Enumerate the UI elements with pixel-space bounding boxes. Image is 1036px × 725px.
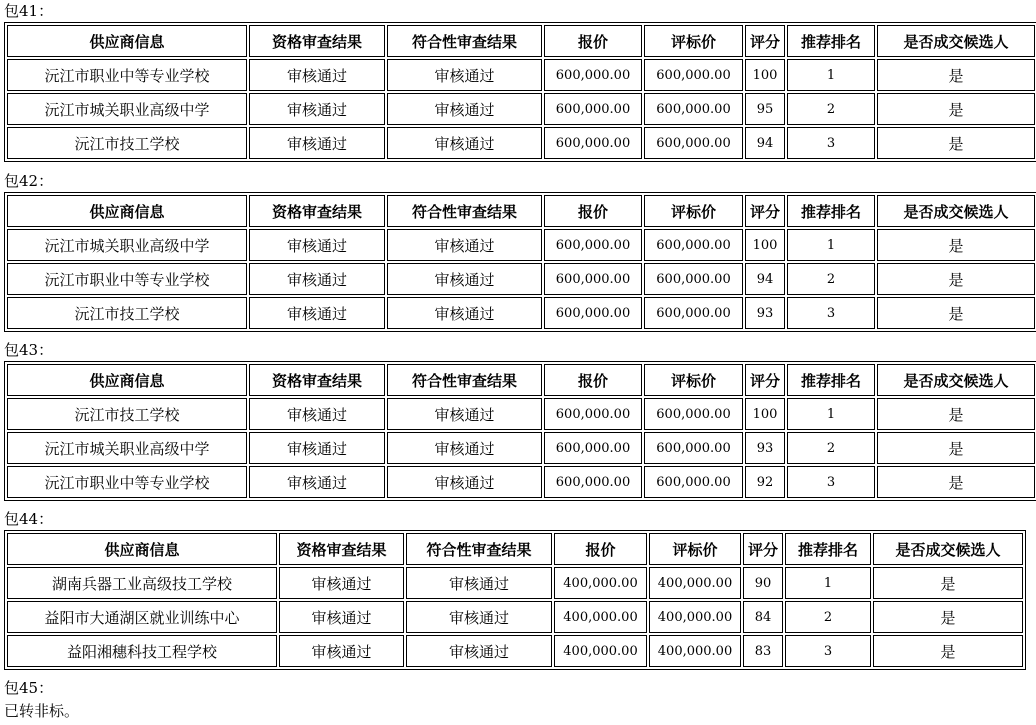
qualification-cell: 审核通过 <box>279 635 404 667</box>
header-evaluated-price: 评标价 <box>644 25 743 57</box>
evaluated-price-cell: 600,000.00 <box>644 398 743 430</box>
supplier-cell: 沅江市职业中等专业学校 <box>7 466 247 498</box>
header-score: 评分 <box>745 195 785 227</box>
compliance-cell: 审核通过 <box>387 127 542 159</box>
candidate-cell: 是 <box>877 297 1035 329</box>
compliance-cell: 审核通过 <box>387 466 542 498</box>
package-label-44: 包44： <box>4 510 54 528</box>
supplier-cell: 沅江市城关职业高级中学 <box>7 229 247 261</box>
header-candidate: 是否成交候选人 <box>877 364 1035 396</box>
candidate-cell: 是 <box>877 398 1035 430</box>
evaluated-price-cell: 600,000.00 <box>644 229 743 261</box>
qualification-cell: 审核通过 <box>249 398 385 430</box>
table-row <box>7 263 1035 295</box>
header-supplier: 供应商信息 <box>7 25 247 57</box>
quote-cell: 600,000.00 <box>544 59 642 91</box>
bid-table-42 <box>4 192 1036 332</box>
rank-cell: 2 <box>785 601 871 633</box>
header-quote: 报价 <box>544 364 642 396</box>
evaluated-price-cell: 400,000.00 <box>649 635 741 667</box>
header-supplier: 供应商信息 <box>7 364 247 396</box>
header-candidate: 是否成交候选人 <box>877 195 1035 227</box>
qualification-cell: 审核通过 <box>249 229 385 261</box>
compliance-cell: 审核通过 <box>406 635 552 667</box>
quote-cell: 600,000.00 <box>544 263 642 295</box>
header-evaluated-price: 评标价 <box>644 364 743 396</box>
table-row <box>7 93 1035 125</box>
qualification-cell: 审核通过 <box>279 567 404 599</box>
compliance-cell: 审核通过 <box>387 59 542 91</box>
candidate-cell: 是 <box>877 59 1035 91</box>
table-row <box>7 432 1035 464</box>
candidate-cell: 是 <box>873 567 1023 599</box>
score-cell: 83 <box>743 635 783 667</box>
score-cell: 100 <box>745 229 785 261</box>
table-row <box>7 635 1023 667</box>
header-quote: 报价 <box>544 195 642 227</box>
header-qualification: 资格审查结果 <box>249 364 385 396</box>
header-quote: 报价 <box>554 533 647 565</box>
qualification-cell: 审核通过 <box>249 297 385 329</box>
header-supplier: 供应商信息 <box>7 195 247 227</box>
quote-cell: 600,000.00 <box>544 127 642 159</box>
header-evaluated-price: 评标价 <box>644 195 743 227</box>
quote-cell: 400,000.00 <box>554 601 647 633</box>
compliance-cell: 审核通过 <box>387 398 542 430</box>
quote-cell: 400,000.00 <box>554 635 647 667</box>
header-compliance: 符合性审查结果 <box>387 25 542 57</box>
candidate-cell: 是 <box>877 229 1035 261</box>
candidate-cell: 是 <box>877 466 1035 498</box>
qualification-cell: 审核通过 <box>249 127 385 159</box>
header-rank: 推荐排名 <box>785 533 871 565</box>
qualification-cell: 审核通过 <box>249 93 385 125</box>
evaluated-price-cell: 600,000.00 <box>644 93 743 125</box>
candidate-cell: 是 <box>877 93 1035 125</box>
rank-cell: 3 <box>787 297 875 329</box>
package-45-note: 已转非标。 <box>4 702 80 720</box>
candidate-cell: 是 <box>877 263 1035 295</box>
table-row <box>7 466 1035 498</box>
header-evaluated-price: 评标价 <box>649 533 741 565</box>
qualification-cell: 审核通过 <box>279 601 404 633</box>
header-qualification: 资格审查结果 <box>279 533 404 565</box>
supplier-cell: 湖南兵器工业高级技工学校 <box>7 567 277 599</box>
quote-cell: 600,000.00 <box>544 297 642 329</box>
package-label-45: 包45： <box>4 679 54 697</box>
header-rank: 推荐排名 <box>787 25 875 57</box>
evaluated-price-cell: 600,000.00 <box>644 297 743 329</box>
header-score: 评分 <box>745 25 785 57</box>
score-cell: 84 <box>743 601 783 633</box>
header-candidate: 是否成交候选人 <box>873 533 1023 565</box>
quote-cell: 600,000.00 <box>544 93 642 125</box>
supplier-cell: 沅江市城关职业高级中学 <box>7 93 247 125</box>
table-header-row <box>7 364 1035 396</box>
score-cell: 100 <box>745 398 785 430</box>
bid-table-43 <box>4 361 1036 501</box>
table-header-row <box>7 195 1035 227</box>
header-quote: 报价 <box>544 25 642 57</box>
score-cell: 93 <box>745 432 785 464</box>
table-row <box>7 297 1035 329</box>
supplier-cell: 益阳湘穗科技工程学校 <box>7 635 277 667</box>
header-supplier: 供应商信息 <box>7 533 277 565</box>
header-candidate: 是否成交候选人 <box>877 25 1035 57</box>
table-row <box>7 601 1023 633</box>
supplier-cell: 沅江市职业中等专业学校 <box>7 59 247 91</box>
supplier-cell: 沅江市城关职业高级中学 <box>7 432 247 464</box>
score-cell: 94 <box>745 127 785 159</box>
rank-cell: 1 <box>785 567 871 599</box>
score-cell: 90 <box>743 567 783 599</box>
evaluated-price-cell: 600,000.00 <box>644 466 743 498</box>
score-cell: 95 <box>745 93 785 125</box>
compliance-cell: 审核通过 <box>406 567 552 599</box>
rank-cell: 2 <box>787 93 875 125</box>
header-qualification: 资格审查结果 <box>249 195 385 227</box>
table-header-row <box>7 25 1035 57</box>
header-compliance: 符合性审查结果 <box>387 195 542 227</box>
package-label-41: 包41： <box>4 2 54 20</box>
header-score: 评分 <box>745 364 785 396</box>
header-compliance: 符合性审查结果 <box>406 533 552 565</box>
evaluated-price-cell: 600,000.00 <box>644 263 743 295</box>
qualification-cell: 审核通过 <box>249 466 385 498</box>
evaluated-price-cell: 600,000.00 <box>644 432 743 464</box>
qualification-cell: 审核通过 <box>249 263 385 295</box>
rank-cell: 3 <box>785 635 871 667</box>
compliance-cell: 审核通过 <box>387 93 542 125</box>
quote-cell: 600,000.00 <box>544 398 642 430</box>
supplier-cell: 沅江市技工学校 <box>7 398 247 430</box>
quote-cell: 600,000.00 <box>544 229 642 261</box>
score-cell: 94 <box>745 263 785 295</box>
rank-cell: 1 <box>787 59 875 91</box>
header-rank: 推荐排名 <box>787 195 875 227</box>
bid-table-41 <box>4 22 1036 162</box>
evaluated-price-cell: 400,000.00 <box>649 567 741 599</box>
bid-table-44 <box>4 530 1026 670</box>
compliance-cell: 审核通过 <box>387 263 542 295</box>
compliance-cell: 审核通过 <box>387 229 542 261</box>
supplier-cell: 沅江市技工学校 <box>7 297 247 329</box>
qualification-cell: 审核通过 <box>249 432 385 464</box>
rank-cell: 1 <box>787 398 875 430</box>
quote-cell: 600,000.00 <box>544 466 642 498</box>
evaluated-price-cell: 600,000.00 <box>644 127 743 159</box>
compliance-cell: 审核通过 <box>406 601 552 633</box>
table-row <box>7 398 1035 430</box>
table-row <box>7 59 1035 91</box>
score-cell: 100 <box>745 59 785 91</box>
rank-cell: 2 <box>787 432 875 464</box>
compliance-cell: 审核通过 <box>387 432 542 464</box>
table-row <box>7 127 1035 159</box>
quote-cell: 400,000.00 <box>554 567 647 599</box>
table-header-row <box>7 533 1023 565</box>
quote-cell: 600,000.00 <box>544 432 642 464</box>
table-row <box>7 567 1023 599</box>
rank-cell: 1 <box>787 229 875 261</box>
evaluated-price-cell: 600,000.00 <box>644 59 743 91</box>
score-cell: 93 <box>745 297 785 329</box>
supplier-cell: 沅江市职业中等专业学校 <box>7 263 247 295</box>
rank-cell: 2 <box>787 263 875 295</box>
candidate-cell: 是 <box>877 127 1035 159</box>
header-rank: 推荐排名 <box>787 364 875 396</box>
rank-cell: 3 <box>787 466 875 498</box>
supplier-cell: 沅江市技工学校 <box>7 127 247 159</box>
rank-cell: 3 <box>787 127 875 159</box>
score-cell: 92 <box>745 466 785 498</box>
header-score: 评分 <box>743 533 783 565</box>
candidate-cell: 是 <box>877 432 1035 464</box>
header-compliance: 符合性审查结果 <box>387 364 542 396</box>
evaluated-price-cell: 400,000.00 <box>649 601 741 633</box>
candidate-cell: 是 <box>873 635 1023 667</box>
header-qualification: 资格审查结果 <box>249 25 385 57</box>
compliance-cell: 审核通过 <box>387 297 542 329</box>
candidate-cell: 是 <box>873 601 1023 633</box>
supplier-cell: 益阳市大通湖区就业训练中心 <box>7 601 277 633</box>
package-label-43: 包43： <box>4 341 54 359</box>
qualification-cell: 审核通过 <box>249 59 385 91</box>
package-label-42: 包42： <box>4 172 54 190</box>
table-row <box>7 229 1035 261</box>
